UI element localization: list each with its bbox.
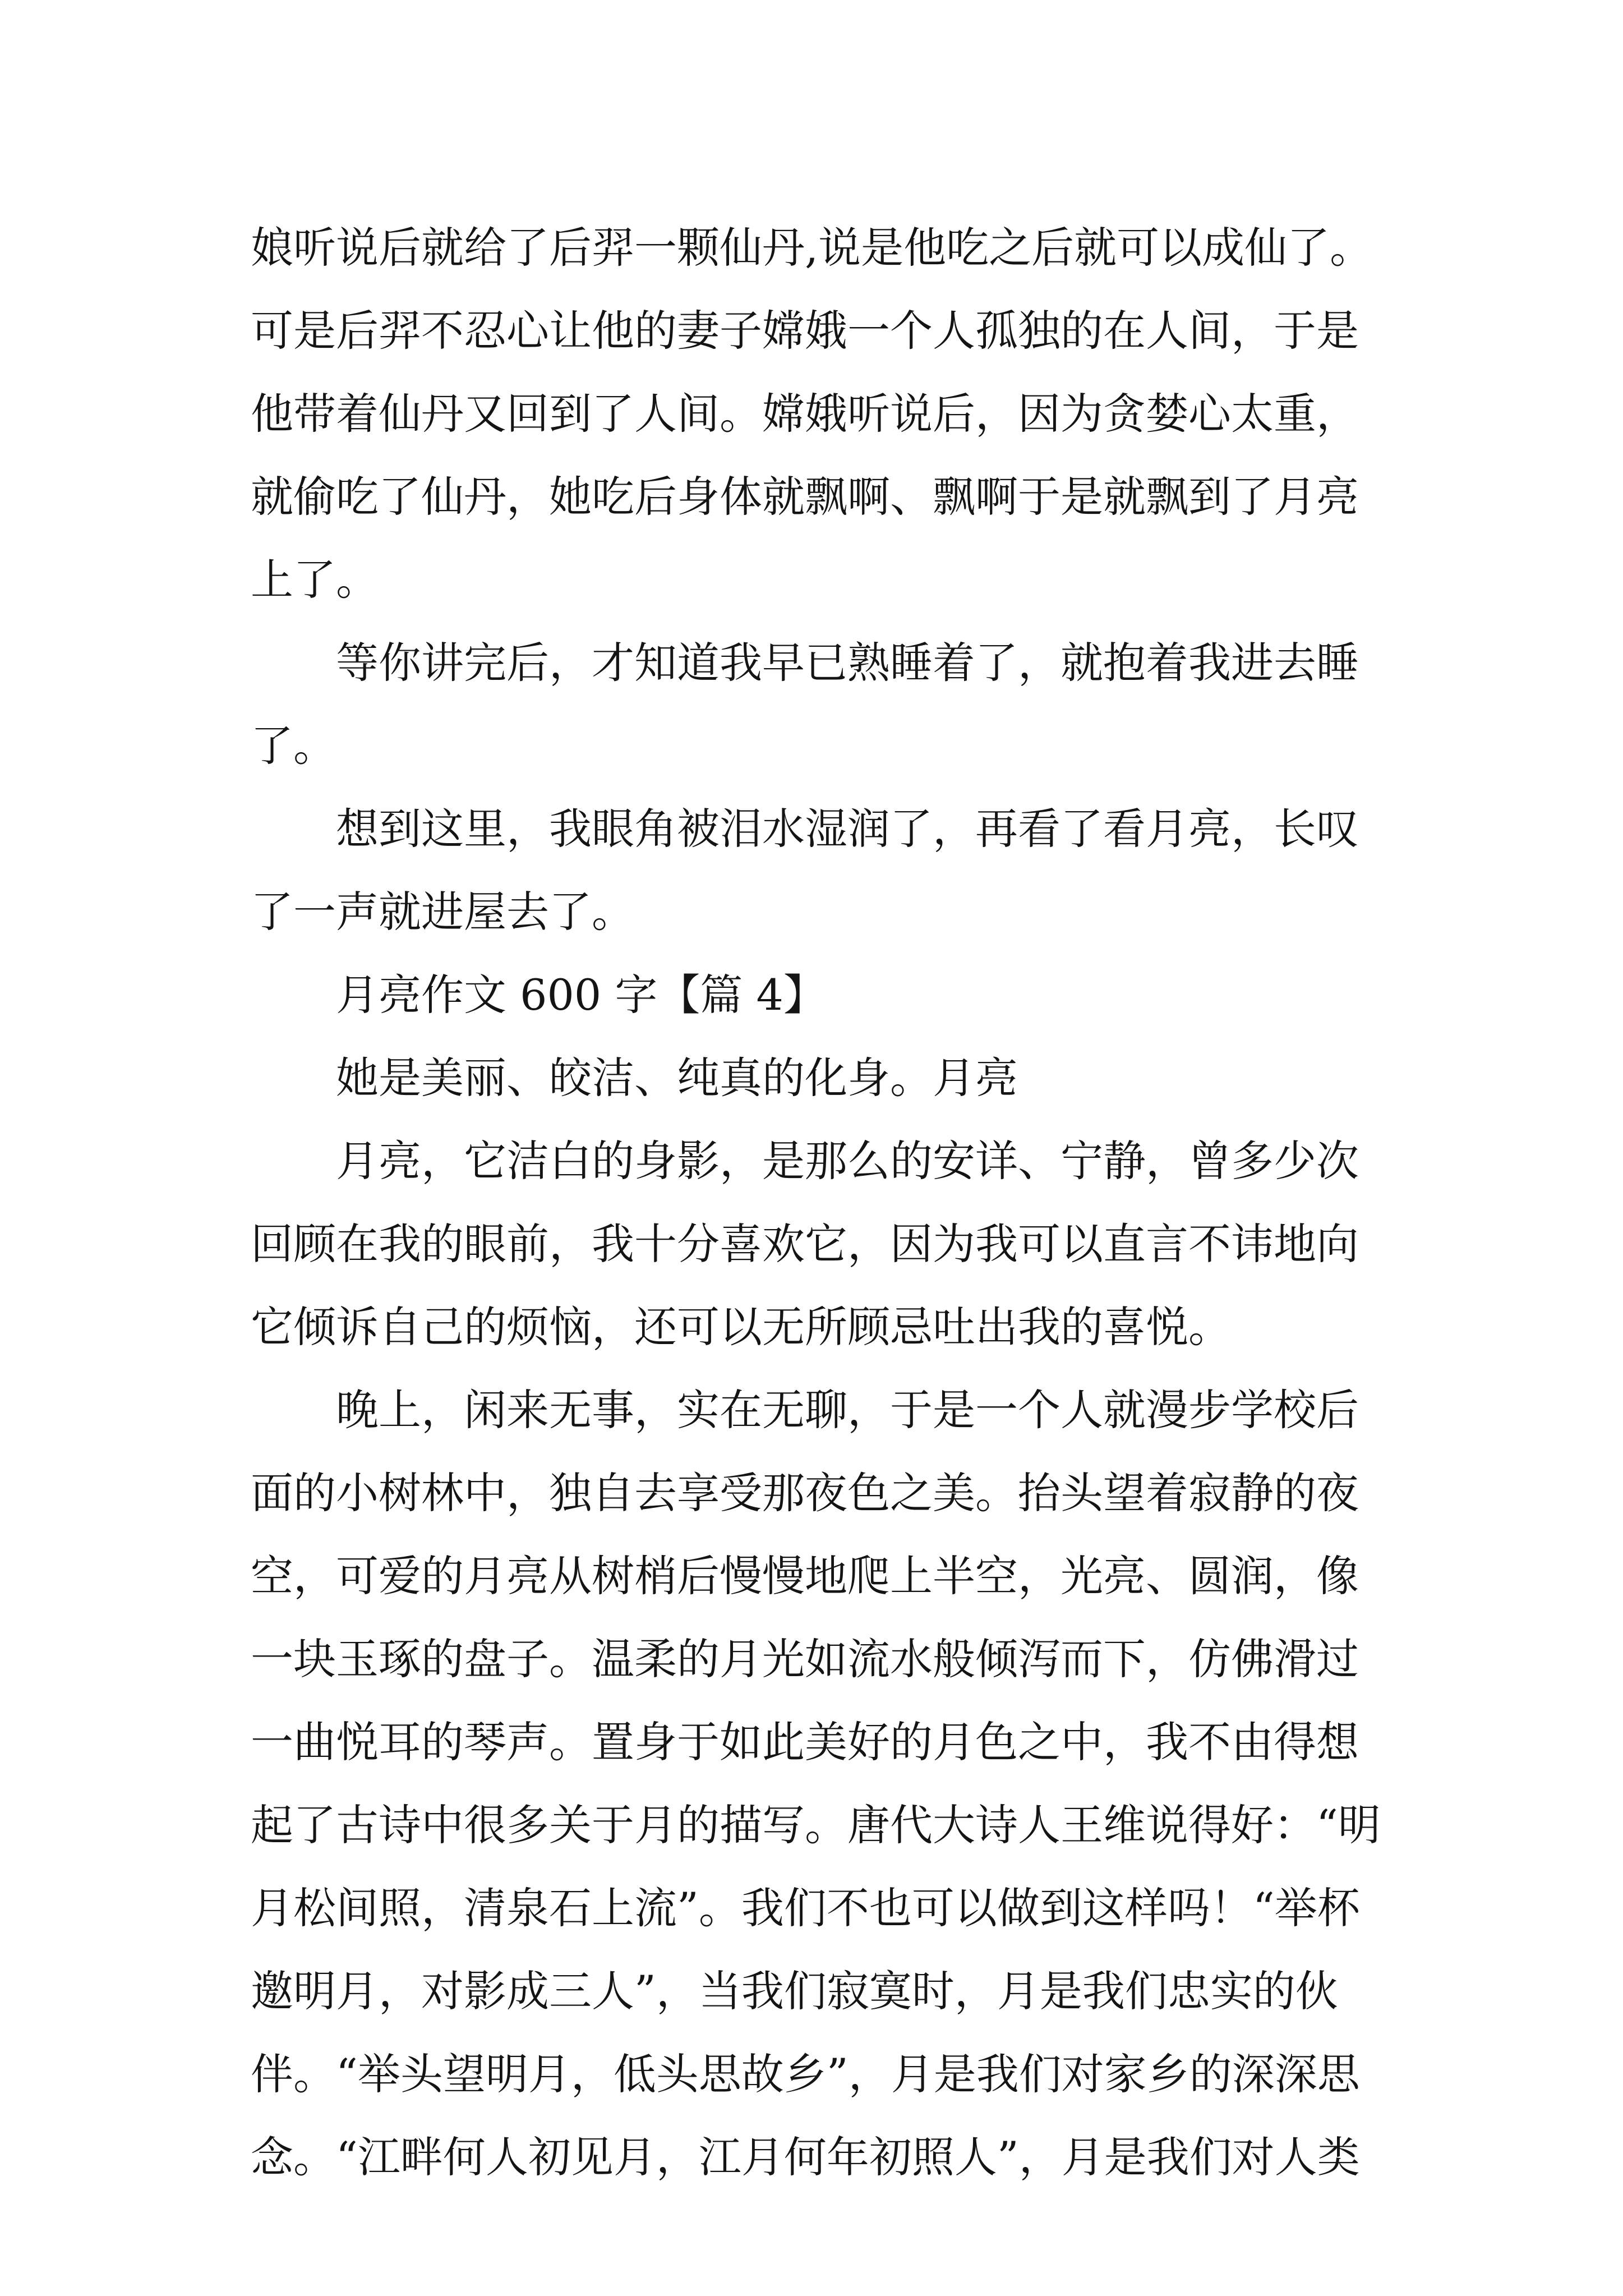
text-line: 邀明月，对影成三人”，当我们寂寞时，月是我们忠实的伙 xyxy=(251,1966,1338,2016)
text-line: 就偷吃了仙丹，她吃后身体就飘啊、飘啊于是就飘到了月亮 xyxy=(251,472,1359,522)
text-line: 念。“江畔何人初见月，江月何年初照人”，月是我们对人类 xyxy=(251,2132,1360,2182)
text-line: 空，可爱的月亮从树梢后慢慢地爬上半空，光亮、圆润，像 xyxy=(251,1551,1359,1601)
text-line: 伴。“举头望明月，低头思故乡”，月是我们对家乡的深深思 xyxy=(251,2049,1360,2099)
text-line: 他带着仙丹又回到了人间。嫦娥听说后，因为贪婪心太重， xyxy=(251,389,1359,439)
text-line: 面的小树林中，独自去享受那夜色之美。抬头望着寂静的夜 xyxy=(251,1468,1359,1518)
text-line: 它倾诉自己的烦恼，还可以无所顾忌吐出我的喜悦。 xyxy=(251,1302,1231,1352)
paragraph-start-line: 月亮，它洁白的身影，是那么的安详、宁静，曾多少次 xyxy=(336,1136,1359,1186)
text-line: 起了古诗中很多关于月的描写。唐代大诗人王维说得好：“明 xyxy=(251,1800,1381,1850)
text-line: 了。 xyxy=(251,721,336,771)
text-line: 一曲悦耳的琴声。置身于如此美好的月色之中，我不由得想 xyxy=(251,1717,1359,1767)
section-heading: 月亮作文 600 字【篇 4】 xyxy=(336,970,826,1020)
text-line: 上了。 xyxy=(251,555,379,605)
text-line: 可是后羿不忍心让他的妻子嫦娥一个人孤独的在人间，于是 xyxy=(251,306,1359,356)
paragraph-start-line: 等你讲完后，才知道我早已熟睡着了，就抱着我进去睡 xyxy=(336,638,1359,688)
text-line: 一块玉琢的盘子。温柔的月光如流水般倾泻而下，仿佛滑过 xyxy=(251,1634,1359,1684)
text-line: 回顾在我的眼前，我十分喜欢它，因为我可以直言不讳地向 xyxy=(251,1219,1359,1269)
document-body xyxy=(251,206,1440,2199)
text-line: 月松间照，清泉石上流”。我们不也可以做到这样吗！“举杯 xyxy=(251,1883,1360,1933)
paragraph-start-line: 晚上，闲来无事，实在无聊，于是一个人就漫步学校后 xyxy=(336,1385,1359,1435)
paragraph-start-line: 她是美丽、皎洁、纯真的化身。月亮 xyxy=(336,1053,1018,1103)
paragraph-start-line: 想到这里，我眼角被泪水湿润了，再看了看月亮，长叹 xyxy=(336,804,1359,854)
text-line: 了一声就进屋去了。 xyxy=(251,887,634,937)
text-line: 娘听说后就给了后羿一颗仙丹,说是他吃之后就可以成仙了。 xyxy=(251,223,1373,273)
